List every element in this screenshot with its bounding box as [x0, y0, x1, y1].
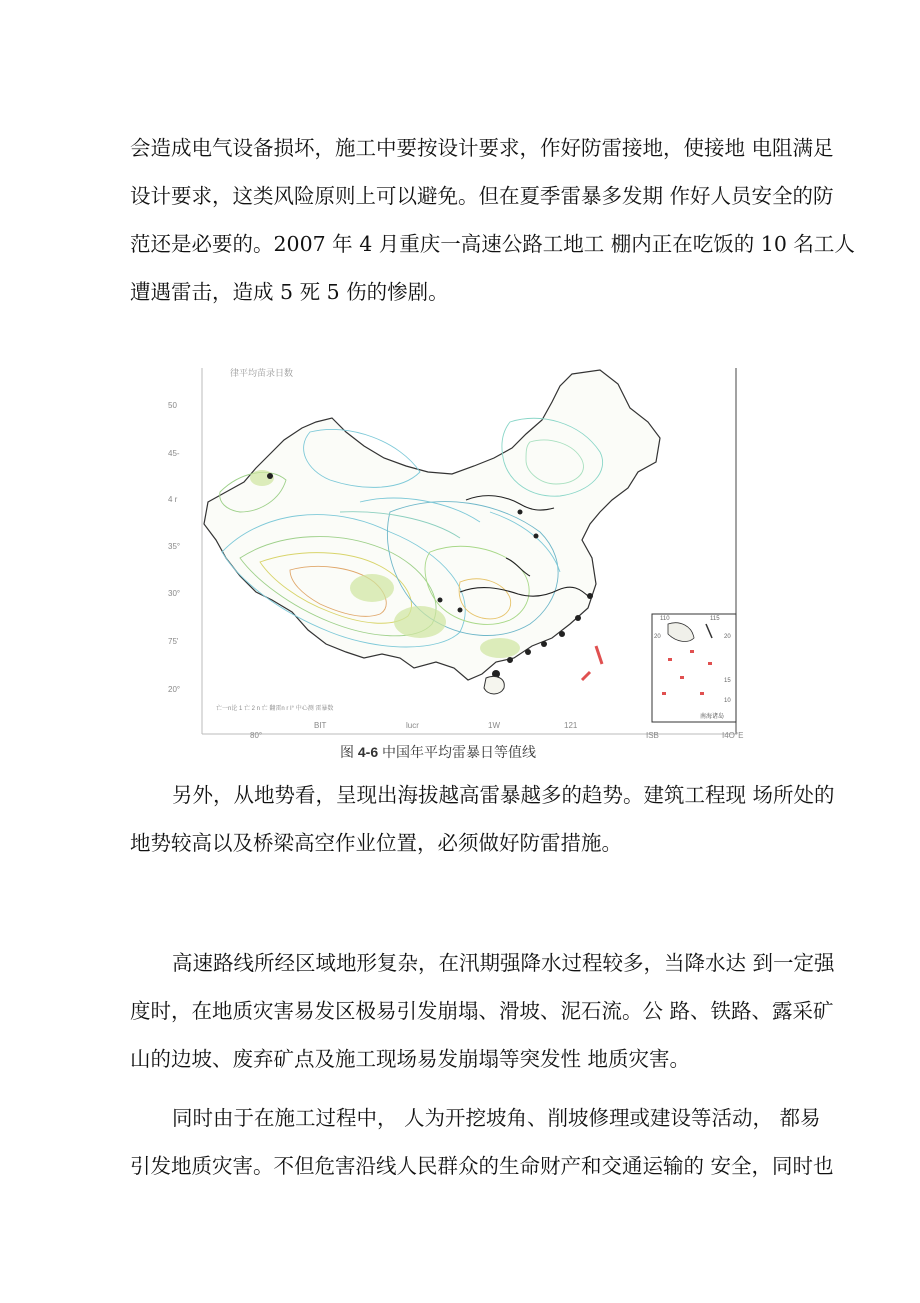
- lat-label: 4 r: [168, 495, 178, 504]
- caption-label: 图: [340, 744, 354, 760]
- text-line: 范还是必要的。2007 年 4 月重庆一高速公路工地工 棚内正在吃饭的 10 名工人: [130, 232, 855, 256]
- lon-label: 121: [564, 721, 578, 730]
- text-line: 度时，在地质灾害易发区极易引发崩塌、滑坡、泥石流。公 路、铁路、露采矿: [130, 999, 834, 1023]
- text-line: 地势较高以及桥梁高空作业位置，必须做好防雷措施。: [130, 831, 622, 855]
- text-line: 遭遇雷击，造成 5 死 5 伤的惨剧。: [130, 280, 449, 304]
- lat-label: 20°: [168, 685, 181, 694]
- text-line: 设计要求，这类风险原则上可以避免。但在夏季雷暴多发期 作好人员安全的防: [130, 184, 834, 208]
- lat-label: 30°: [168, 589, 181, 598]
- lon-label: I4O°E: [722, 731, 744, 740]
- lon-label: 1W: [488, 721, 500, 730]
- lat-label: 75': [168, 637, 179, 646]
- lat-label: 50: [168, 401, 177, 410]
- text-line: 高速路线所经区域地形复杂，在汛期强降水过程较多，当降水达 到一定强: [172, 951, 835, 975]
- text-line: 同时由于在施工过程中， 人为开挖坡角、削坡修理或建设等活动， 都易: [172, 1106, 821, 1130]
- paragraph-construction-activity: [130, 1094, 834, 1190]
- lon-label: 80°: [250, 731, 263, 740]
- inset-label: 南海诸岛: [700, 714, 725, 720]
- inset-tick: 110: [660, 616, 670, 622]
- lat-label: 35°: [168, 542, 181, 551]
- lon-label: ISB: [646, 731, 659, 740]
- inset-tick: 115: [710, 616, 720, 622]
- south-china-sea-inset: [652, 614, 736, 722]
- lon-label: BIT: [314, 721, 327, 730]
- caption-text: 中国年平均雷暴日等值线: [382, 744, 537, 760]
- caption-number: 4-6: [357, 744, 379, 760]
- hainan-island: [484, 676, 504, 694]
- lon-label: lucr: [406, 721, 419, 730]
- inset-tick: 15: [724, 678, 731, 684]
- inset-tick: 20: [654, 634, 661, 640]
- figure-caption: [340, 742, 536, 762]
- text-line: 引发地质灾害。不但危害沿线人民群众的生命财产和交通运输的 安全，同时也: [130, 1154, 834, 1178]
- lat-label: 45-: [168, 449, 180, 458]
- map-title: 律平均苗录日数: [230, 368, 294, 378]
- thunderstorm-isoline-map: [160, 362, 750, 742]
- inset-tick: 20: [724, 634, 731, 640]
- text-line: 会造成电气设备损坏，施工中要按设计要求，作好防雷接地，使接地 电阻满足: [130, 136, 834, 160]
- map-svg: [160, 362, 750, 742]
- paragraph-lightning-risk: [130, 124, 855, 316]
- text-line: 另外，从地势看，呈现出海拔越高雷暴越多的趋势。建筑工程现 场所处的: [172, 783, 835, 807]
- paragraph-geological: [130, 939, 835, 1083]
- paragraph-terrain: [130, 771, 835, 867]
- inset-tick: 10: [724, 698, 731, 704]
- legend-note: 亡一n论 1 亡 2 n 亡 翻雷n r I° 中心测 雷暴数: [216, 706, 334, 712]
- text-line: 山的边坡、废弃矿点及施工现场易发崩塌等突发性 地质灾害。: [130, 1047, 691, 1071]
